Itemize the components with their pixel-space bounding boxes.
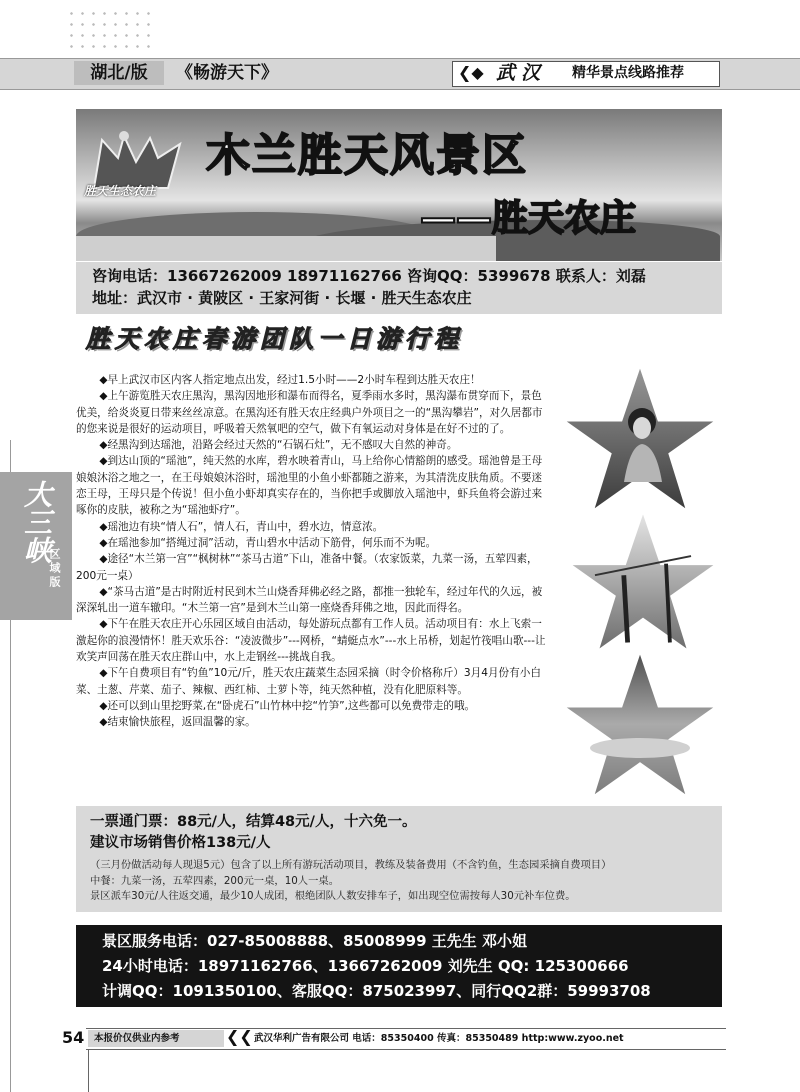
- page-number: 54: [62, 1028, 85, 1047]
- double-chevron-icon: ❮❮: [226, 1027, 253, 1046]
- itinerary-body: [76, 372, 551, 731]
- contact-address-line: 地址：武汉市 · 黄陂区 · 王家河街 · 长堰 · 胜天生态农庄: [92, 289, 472, 307]
- footer-publisher-info: 武汉华利广告有限公司 电话：85350400 传真：85350489 http:www.zyoo.net: [254, 1033, 624, 1044]
- itinerary-item: ◆早上武汉市区内客人指定地点出发，经过1.5小时——2小时车程到达胜天农庄！: [99, 374, 481, 386]
- side-edition-subtitle: 区域版: [48, 548, 61, 590]
- itinerary-item: ◆结束愉快旅程，返回温馨的家。: [99, 716, 256, 729]
- star-photo-lake: [560, 648, 720, 800]
- price-note: 中餐：九菜一汤，五荤四素，200元一桌，10人一桌。: [90, 874, 339, 887]
- dot-grid-decoration: [66, 8, 156, 48]
- itinerary-item: ◆到达山顶的“瑶池”，纯天然的水库，碧水映着青山，马上给你心情豁朗的感受。瑶池曾是王母娘娘沐浴之地之一，在王母娘娘沐浴时，瑶池里的小鱼小虾都随之游来，为其清洗皮肤角质。不要迷恋王母，王母只是个传说！但小鱼小虾却真实存在的，当你把手或脚放入瑶池中，虾兵鱼将会游过来啄你的皮肤，被称之为“瑶池虾疗”。: [76, 455, 543, 517]
- itinerary-item: ◆下午在胜天农庄开心乐园区域自由活动，每处游玩点都有工作人员。活动项目有：水上飞索一激起你的浪漫情怀！胜天欢乐谷：“凌波微步”---网桥，“蜻蜓点水”---水上吊桥，划起竹筏唱山歌---让欢笑声回荡在胜天农庄群山中，水上走钢丝---挑战自我。: [76, 618, 546, 664]
- itinerary-item: ◆瑶池边有块“情人石”，情人石，青山中，碧水边，情意浓。: [99, 520, 384, 533]
- contact-phone-line: 咨询电话：13667262009 18971162766 咨询QQ：5399678 联系人：刘磊: [92, 267, 646, 285]
- itinerary-item: ◆经黑沟到达瑶池，沿路会经过天然的“石锅石灶”，无不感叹大自然的神奇。: [99, 439, 458, 452]
- suggested-price: 建议市场销售价格138元/人: [90, 835, 271, 851]
- service-phone-line: 景区服务电话：027-85008888、85008999 王先生 邓小姐: [102, 932, 527, 950]
- side-edition-title: 大三峡: [20, 480, 53, 564]
- province-label: 湖北/版: [74, 61, 164, 85]
- itinerary-item: ◆还可以到山里挖野菜,在“卧虎石”山竹林中挖“竹笋”,这些都可以免费带走的哦。: [99, 699, 476, 712]
- route-recommend-label: 精华景点线路推荐: [572, 65, 684, 81]
- qq-groups-line: 计调QQ：1091350100、客服QQ：875023997、同行QQ2群：59993708: [102, 982, 651, 1000]
- hotline-line: 24小时电话：18971162766、13667262009 刘先生 QQ: 125300666: [102, 957, 629, 975]
- itinerary-item: ◆途径“木兰第一宫”“枫树林”“茶马古道”下山，准备中餐。（农家饭菜，九菜一汤，五荤四素，200元一桌）: [76, 553, 538, 582]
- price-note: 景区派车30元/人往返交通，最少10人成团，根绝团队人数安排车子，如出现空位需按每人30元补车位费。: [90, 890, 576, 902]
- price-note: （三月份做活动每人现退5元）包含了以上所有游玩活动项目，教练及装备费用（不含钓鱼，生态园采摘自费项目）: [90, 859, 612, 871]
- double-chevron-icon: ❮◆: [458, 63, 484, 82]
- city-name: 武汉: [496, 62, 547, 84]
- itinerary-item: ◆下午自费项目有“钓鱼”10元/斤，胜天农庄蔬菜生态园采摘（时令价格称斤）3月4月份有小白菜、土葱、芹菜、茄子、辣椒、西红柿、土萝卜等，纯天然种植，没有化肥原料等。: [76, 667, 541, 696]
- ticket-price: 一票通门票：88元/人，结算48元/人，十六免一。: [90, 814, 417, 830]
- column-title: 《畅游天下》: [176, 63, 278, 83]
- footer-line: [88, 1050, 89, 1092]
- star-photo-rope-bridge: [566, 508, 720, 654]
- footer-disclaimer: 本报价仅供业内参考: [88, 1030, 224, 1047]
- page-title: 木兰胜天风景区: [206, 130, 528, 181]
- itinerary-title: 胜天农庄春游团队一日游行程: [86, 324, 463, 353]
- price-notes: [90, 858, 714, 905]
- itinerary-item: ◆“茶马古道”是古时附近村民到木兰山烧香拜佛必经之路，都推一独轮车，经过年代的久远，被深深轧出一道车辙印。“木兰第一宫”是到木兰山第一座烧香拜佛之地，因此而得名。: [76, 585, 543, 615]
- logo-text: 胜天生态农庄: [84, 184, 157, 198]
- star-photo-woman: [560, 362, 720, 514]
- page-subtitle: ——胜天农庄: [420, 197, 637, 239]
- itinerary-item: ◆上午游览胜天农庄黑沟，黑沟因地形和瀑布而得名，夏季雨水多时，黑沟瀑布贯穿而下，景色优美，给炎炎夏日带来丝丝凉意。在黑沟还有胜天农庄经典户外项目之一的“黑沟攀岩”，对久居都市的您来说是很好的运动项目，呼吸着天然氧吧的空气，做下有氧运动对身体是在好不过的了。: [76, 390, 543, 435]
- itinerary-item: ◆在瑶池参加“搭绳过洞”活动，青山碧水中活动下筋骨，何乐而不为呢。: [99, 536, 437, 549]
